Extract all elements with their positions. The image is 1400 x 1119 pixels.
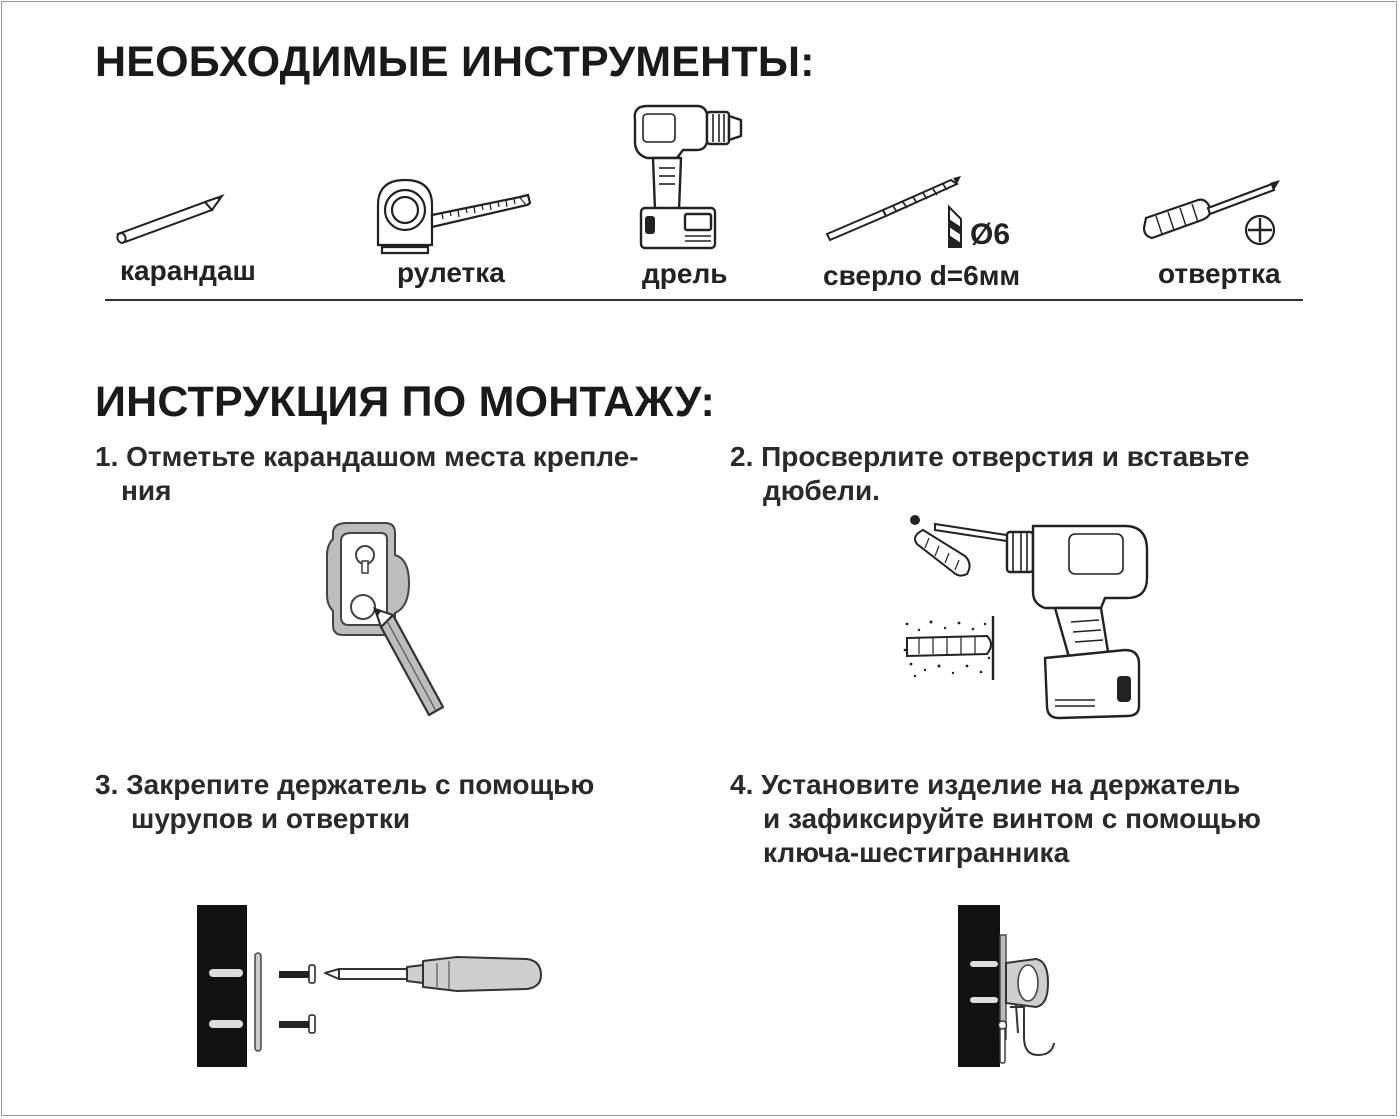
step-1-line-1: 1. Отметьте карандашом места крепле-: [95, 441, 639, 472]
pencil-icon: [110, 190, 230, 250]
drill-dowel-illustration: [895, 508, 1165, 728]
step-2-line-2: дюбели.: [763, 475, 880, 506]
tools-heading: НЕОБХОДИМЫЕ ИНСТРУМЕНТЫ:: [95, 38, 815, 86]
step-2-line-1: 2. Просверлите отверстия и вставьте: [730, 441, 1250, 472]
step-1-text: [95, 440, 639, 508]
step-4-line-2: и зафиксируйте винтом с помощью: [763, 803, 1261, 834]
screw-holder-illustration: [197, 905, 547, 1070]
step-4-text: [730, 768, 1261, 870]
tool-label-tape: рулетка: [397, 257, 505, 288]
tape-measure-icon: [370, 175, 535, 255]
install-heading: ИНСТРУКЦИЯ ПО МОНТАЖУ:: [95, 378, 716, 426]
drill-icon: [625, 98, 750, 253]
step-1-line-2: ния: [121, 475, 172, 506]
step-4-line-1: 4. Установите изделие на держатель: [730, 769, 1241, 800]
step-3-line-1: 3. Закрепите держатель с помощью: [95, 769, 595, 800]
tool-label-screwdriver: отвертка: [1158, 258, 1281, 289]
tool-label-drill-bit: сверло d=6мм: [823, 260, 1021, 291]
step-4-line-3: ключа-шестигранника: [763, 837, 1070, 868]
drill-bit-tip-icon: [940, 205, 970, 250]
step-2-text: [730, 440, 1249, 508]
step-3-line-2: шурупов и отвертки: [131, 803, 411, 834]
mount-product-illustration: [958, 905, 1068, 1070]
tools-divider: [105, 299, 1303, 301]
bit-diameter-label: Ø6: [970, 218, 1011, 251]
tool-label-pencil: карандаш: [120, 255, 256, 286]
screwdriver-icon: [1140, 178, 1290, 248]
tool-label-drill: дрель: [642, 258, 728, 289]
step-3-text: [95, 768, 594, 836]
mark-holes-illustration: [325, 515, 455, 725]
